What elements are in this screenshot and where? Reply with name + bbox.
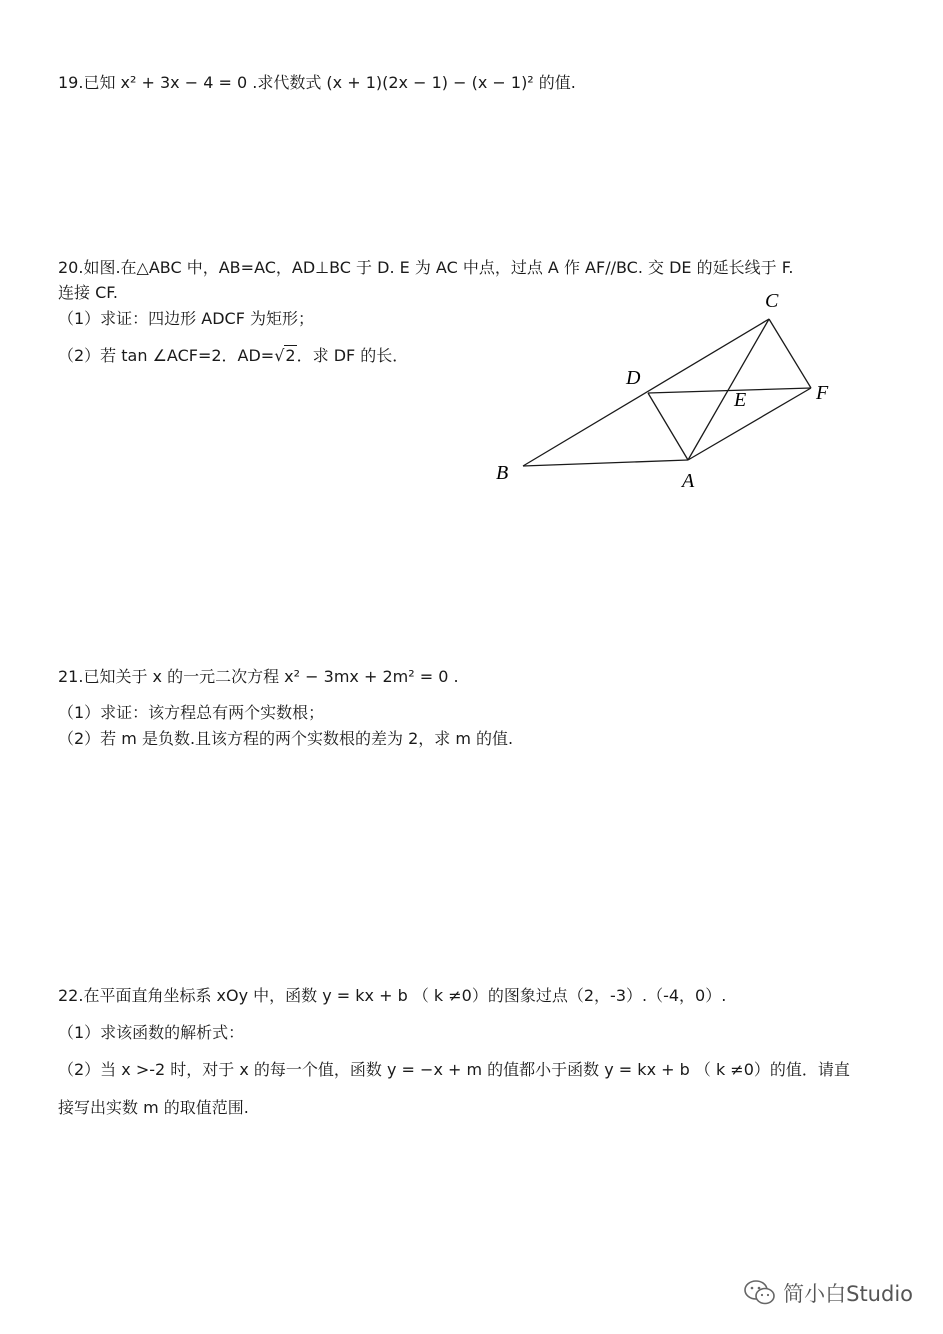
q20-stem: 20.如图.在△ABC 中，AB=AC，AD⊥BC 于 D. E 为 AC 中点，过点 A 作 AF//BC. 交 DE 的延长线于 F. (58, 258, 794, 277)
q21-part2: （2）若 m 是负数.且该方程的两个实数根的差为 2，求 m 的值. (58, 729, 514, 748)
segment-BC (523, 319, 769, 466)
label-D: D (626, 367, 641, 389)
q21-stem: 21.已知关于 x 的一元二次方程 x² − 3mx + 2m² = 0 . (58, 667, 459, 686)
q20-part1: （1）求证：四边形 ADCF 为矩形； (58, 309, 314, 328)
label-F: F (816, 382, 829, 404)
q22-part2-line2: 接写出实数 m 的取值范围. (58, 1098, 249, 1117)
sqrt-sign: √ (274, 346, 285, 365)
q22-part1: （1）求该函数的解析式： (58, 1023, 245, 1042)
q19-text: 19.已知 x² + 3x − 4 = 0 .求代数式 (x + 1)(2x − 1) − (x − 1)² 的值. (58, 73, 576, 92)
segment-DA (648, 393, 688, 460)
watermark-text: 简小白Studio (783, 1282, 913, 1306)
q22-stem: 22.在平面直角坐标系 xOy 中，函数 y = kx + b （ k ≠0）的图象过点（2，-3）.（-4，0）. (58, 986, 727, 1005)
q22-part2-line1: （2）当 x >-2 时，对于 x 的每一个值，函数 y = −x + m 的值都小于函数 y = kx + b （ k ≠0）的值．请直 (58, 1060, 850, 1079)
sqrt-radicand: 2 (285, 346, 296, 365)
segment-BA (523, 460, 688, 466)
q20-part2-post: ．求 DF 的长． (296, 346, 409, 365)
segment-CF (769, 319, 811, 388)
wechat-icon (743, 1279, 777, 1307)
q20-stem-continued: 连接 CF. (58, 283, 118, 302)
watermark (743, 1278, 913, 1308)
q20-part2-pre: （2）若 tan ∠ACF=2．AD= (58, 346, 275, 365)
q21-part1: （1）求证：该方程总有两个实数根； (58, 703, 325, 722)
label-B: B (496, 462, 509, 484)
label-A: A (682, 470, 695, 492)
segment-AF (688, 388, 811, 460)
label-E: E (734, 389, 747, 411)
label-C: C (765, 290, 779, 312)
